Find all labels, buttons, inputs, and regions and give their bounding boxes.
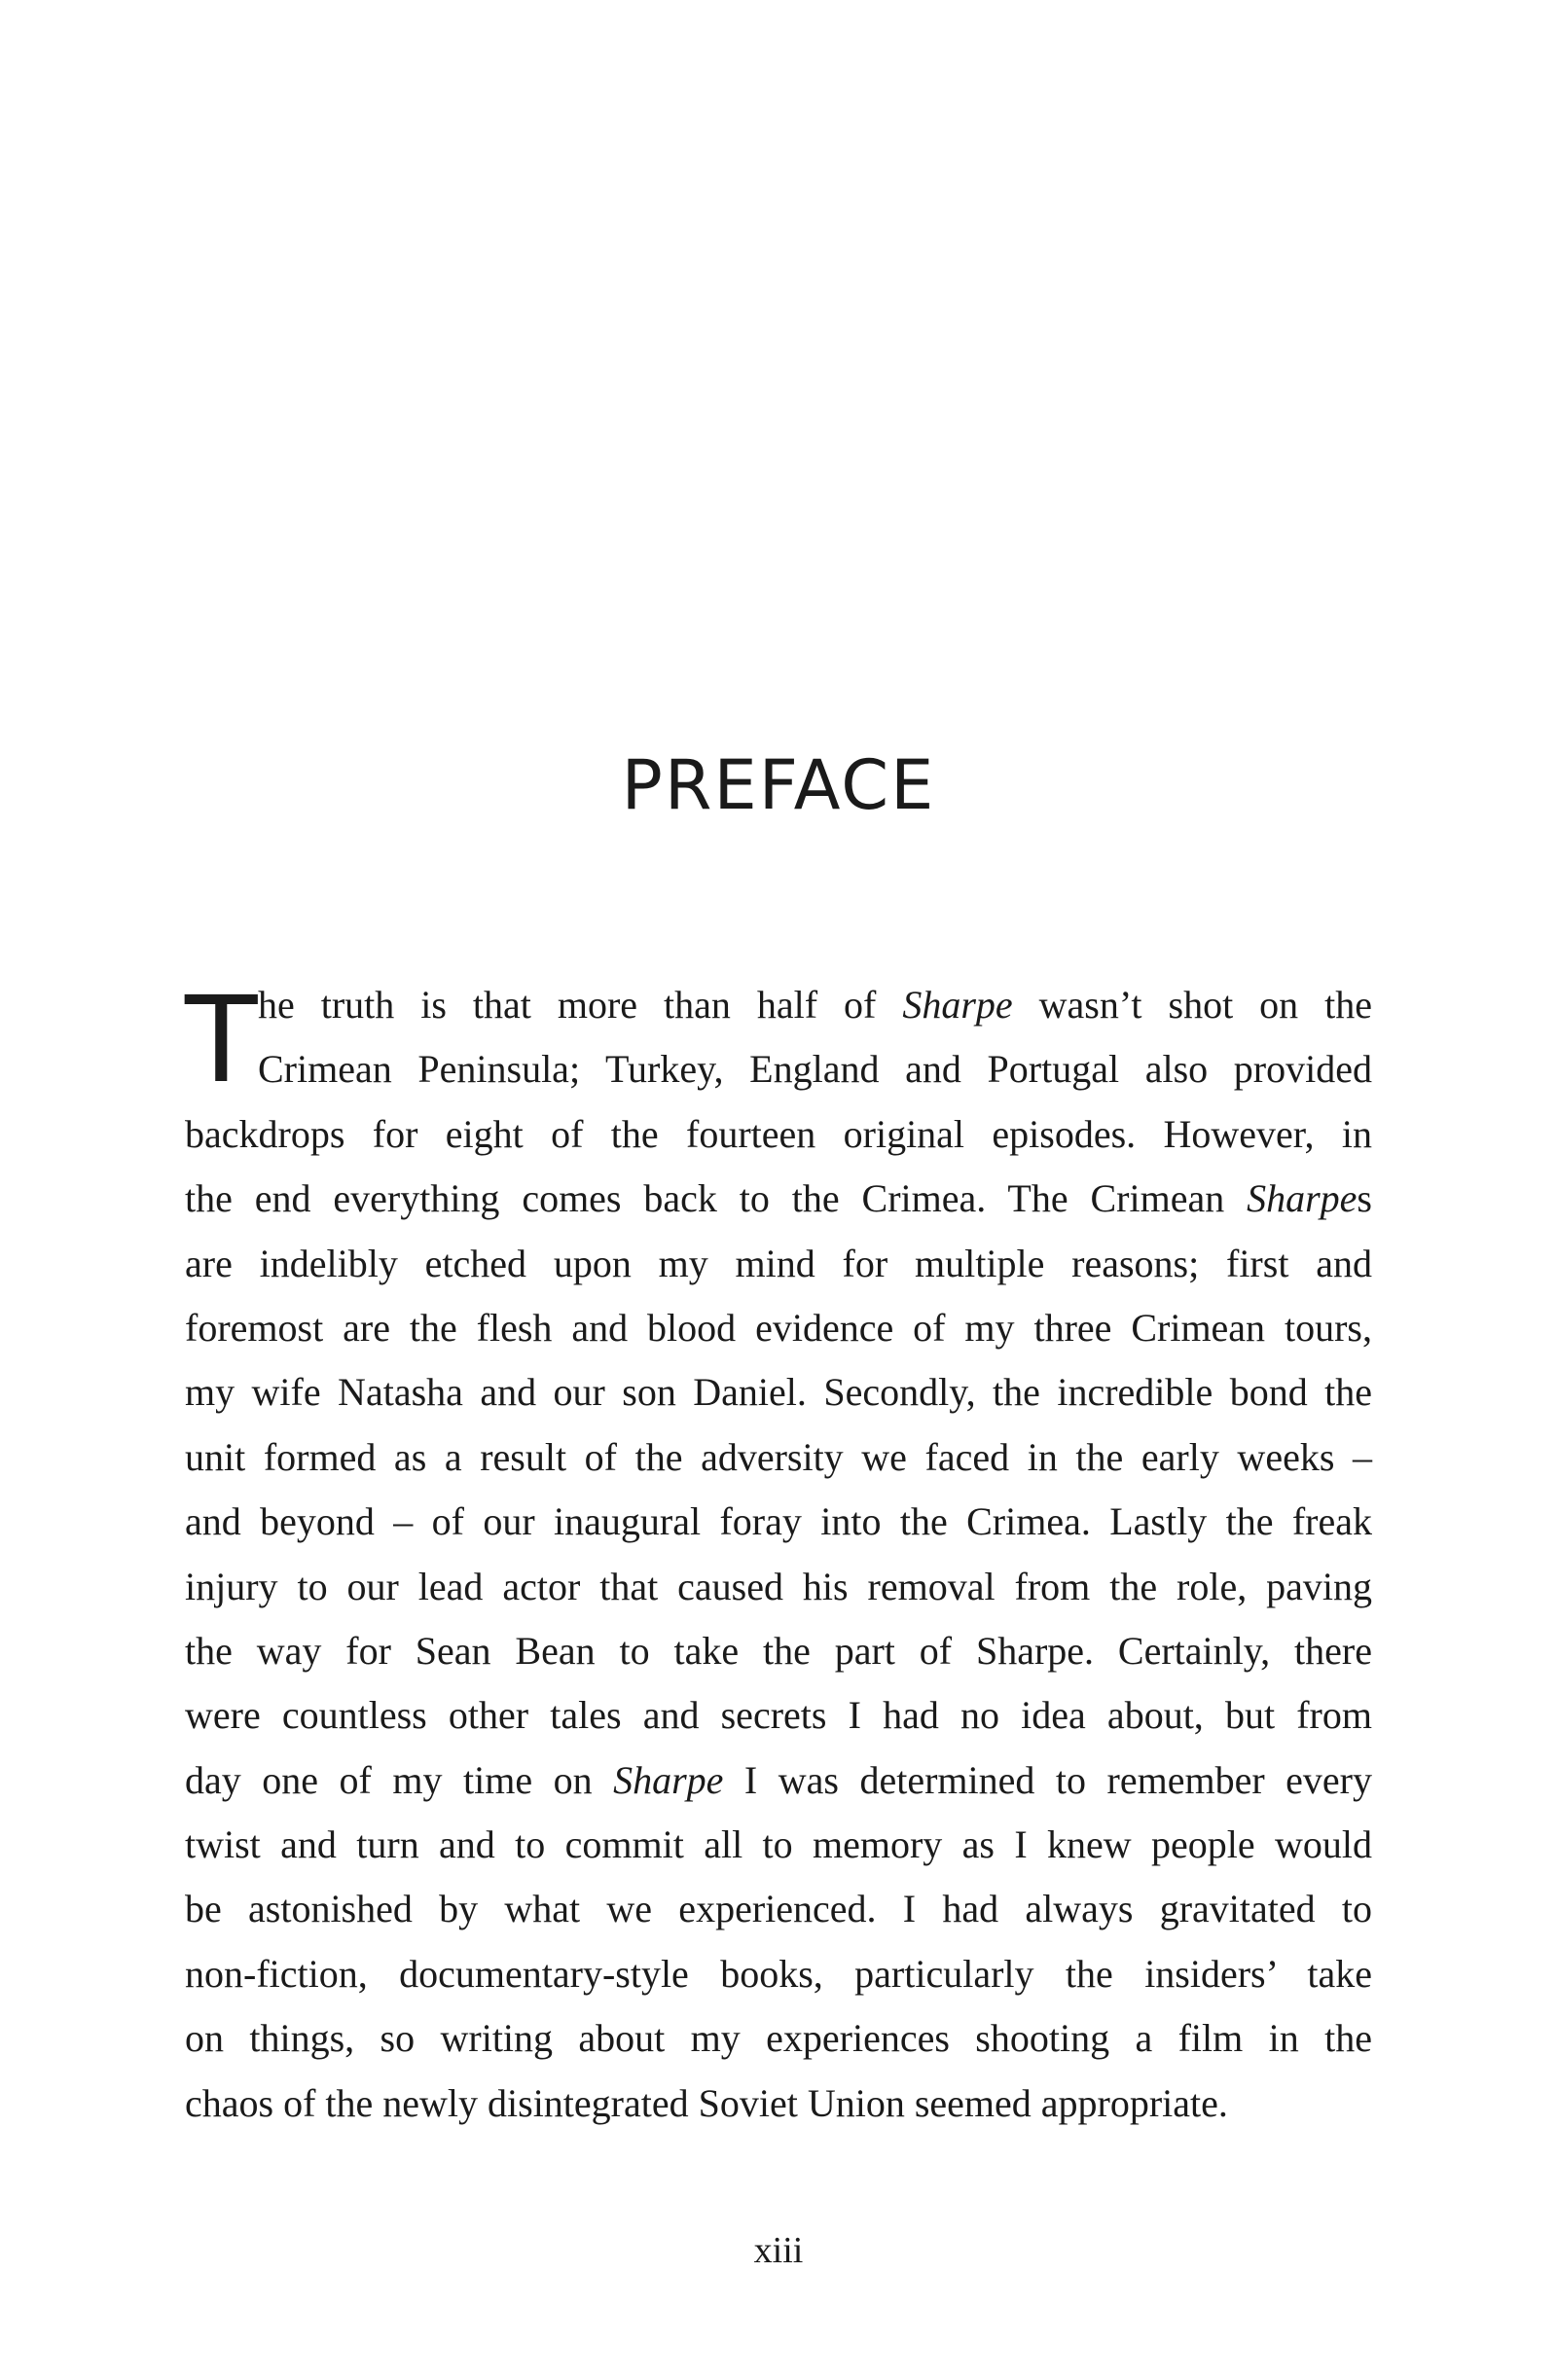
text-segment: were countless other tales and secrets I had no idea about, but from — [185, 1693, 1372, 1738]
chapter-title: PREFACE — [621, 745, 936, 825]
paragraph-line — [185, 1555, 1372, 1619]
text-segment: the end everything comes back to the Crimea. The Crimean — [185, 1176, 1248, 1221]
text-segment: be astonished by what we experienced. I had always gravitated to — [185, 1887, 1372, 1931]
preface-paragraph — [185, 973, 1372, 2136]
text-segment: and beyond – of our inaugural foray into the Crimea. Lastly the freak — [185, 1499, 1372, 1544]
text-segment: he truth is that more than half of — [258, 983, 903, 1027]
text-segment: Crimean Peninsula; Turkey, England and Portugal also provided — [258, 1047, 1372, 1092]
paragraph-line — [185, 2006, 1372, 2071]
italic-title-text: Sharpe — [902, 983, 1013, 1027]
text-segment: s — [1357, 1176, 1372, 1221]
paragraph-line — [185, 1102, 1372, 1167]
text-segment: twist and turn and to commit all to memory as I knew people would — [185, 1822, 1372, 1867]
text-segment: I was determined to remember every — [723, 1757, 1372, 1802]
text-segment: my wife Natasha and our son Daniel. Secondly, the incredible bond the — [185, 1370, 1372, 1415]
paragraph-line — [185, 1360, 1372, 1424]
text-segment: foremost are the flesh and blood evidence of my three Crimean tours, — [185, 1305, 1372, 1350]
paragraph-line — [185, 1037, 1372, 1101]
text-segment: on things, so writing about my experiences shooting a film in the — [185, 2016, 1372, 2061]
paragraph-line — [185, 1425, 1372, 1490]
paragraph-line — [185, 1942, 1372, 2006]
paragraph-line — [185, 1296, 1372, 1360]
text-segment: chaos of the newly disintegrated Soviet Union seemed appropriate. — [185, 2080, 1228, 2125]
paragraph-line — [185, 1877, 1372, 1941]
page-number: xiii — [753, 2230, 804, 2271]
text-segment: non-fiction, documentary-style books, particularly the insiders’ take — [185, 1951, 1372, 1996]
paragraph-line — [185, 1683, 1372, 1748]
text-segment: backdrops for eight of the fourteen original episodes. However, in — [185, 1111, 1372, 1156]
paragraph-line — [185, 1813, 1372, 1877]
text-segment: injury to our lead actor that caused his removal from the role, paving — [185, 1564, 1372, 1608]
italic-title-text: Sharpe — [613, 1757, 724, 1802]
text-segment: the way for Sean Bean to take the part of Sharpe. Certainly, there — [185, 1628, 1372, 1673]
text-segment: unit formed as a result of the adversity we faced in the early weeks – — [185, 1434, 1372, 1479]
text-segment: day one of my time on — [185, 1757, 614, 1802]
drop-cap: T — [185, 971, 258, 1109]
text-segment: are indelibly etched upon my mind for multiple reasons; first and — [185, 1241, 1372, 1285]
paragraph-line — [185, 1232, 1372, 1296]
paragraph-line — [185, 1490, 1372, 1554]
paragraph-line — [185, 1619, 1372, 1683]
paragraph-line — [185, 2072, 1372, 2136]
paragraph-line — [185, 973, 1372, 1037]
text-segment: wasn’t shot on the — [1012, 983, 1372, 1027]
paragraph-line — [185, 1167, 1372, 1231]
italic-title-text: Sharpe — [1247, 1176, 1358, 1221]
paragraph-line — [185, 1749, 1372, 1813]
